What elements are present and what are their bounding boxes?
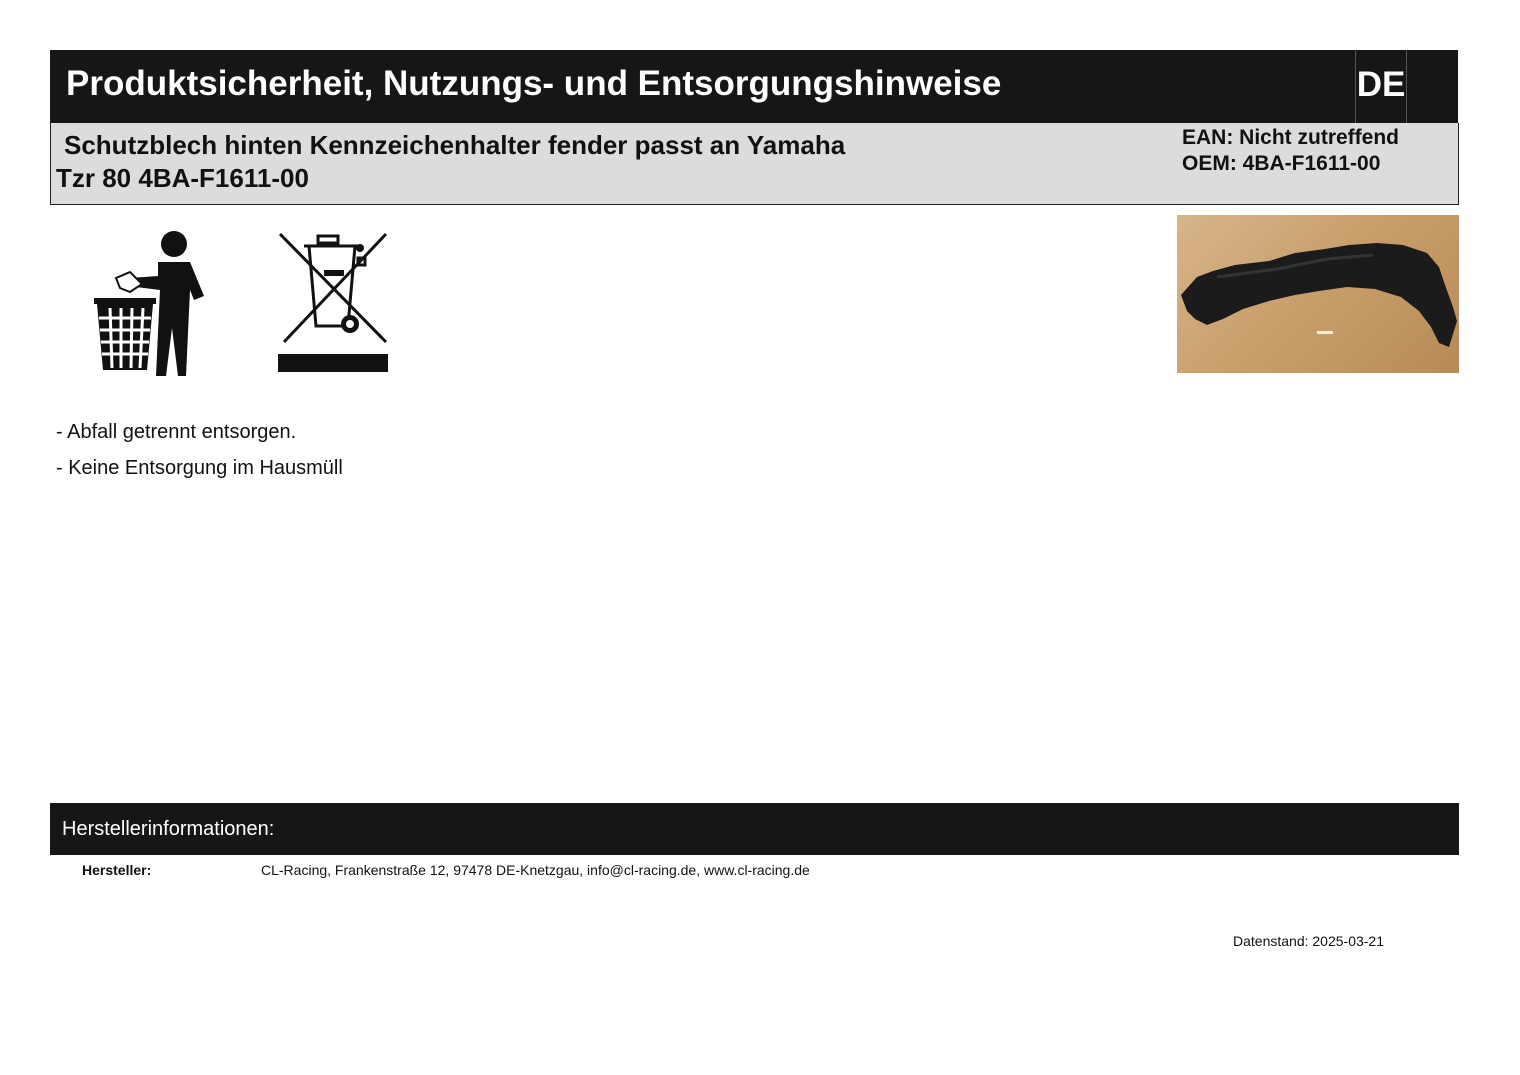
trash-disposal-icon	[90, 228, 210, 376]
product-codes	[1182, 125, 1399, 177]
language-badge: DE	[1355, 50, 1407, 123]
manufacturer-label: Hersteller:	[82, 862, 152, 878]
weee-crossed-bin-icon	[276, 230, 390, 374]
data-date: Datenstand: 2025-03-21	[1233, 933, 1384, 949]
product-info-bar	[50, 123, 1459, 205]
product-name-line-2: Tzr 80 4BA-F1611-00	[56, 163, 309, 193]
page-title: Produktsicherheit, Nutzungs- und Entsorgungshinweise	[66, 64, 1002, 103]
manufacturer-section-title: Herstellerinformationen:	[62, 818, 275, 840]
manufacturer-details: CL-Racing, Frankenstraße 12, 97478 DE-Knetzgau, info@cl-racing.de, www.cl-racing.de	[261, 862, 810, 878]
note-item: - Abfall getrennt entsorgen.	[56, 421, 297, 443]
product-photo	[1177, 215, 1459, 373]
product-name	[56, 129, 916, 195]
ean-code: EAN: Nicht zutreffend	[1182, 126, 1399, 149]
manufacturer-section-header	[50, 803, 1459, 855]
product-name-line-1: Schutzblech hinten Kennzeichenhalter fender passt an Yamaha	[64, 130, 846, 160]
note-item: - Keine Entsorgung im Hausmüll	[56, 457, 343, 479]
page-header	[50, 50, 1458, 123]
oem-code: OEM: 4BA-F1611-00	[1182, 152, 1381, 175]
disposal-notes	[56, 414, 343, 486]
